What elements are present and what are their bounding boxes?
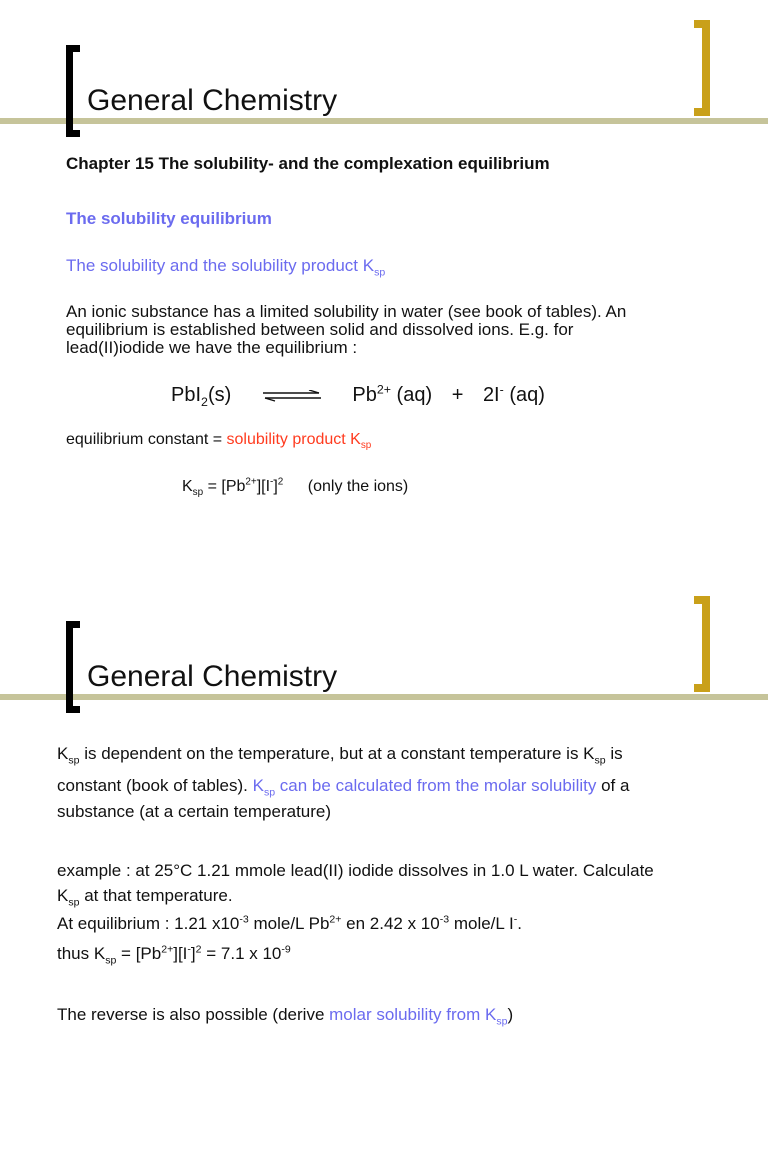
eq-text: At equilibrium : 1.21 x10: [57, 914, 240, 933]
slide-title: General Chemistry: [87, 660, 338, 693]
ksp-sup: -: [270, 476, 274, 488]
section-heading: The solubility equilibrium: [66, 209, 272, 228]
thus-text: ][I: [173, 944, 188, 963]
thus-text: ]: [190, 944, 196, 963]
ksp-K: K: [57, 744, 69, 763]
eq-reactant-state: (s): [207, 384, 232, 406]
thus-text: = 7.1 x 10: [201, 944, 282, 963]
reverse-line: [57, 1005, 514, 1028]
ksp-part: ]: [273, 478, 278, 495]
body-text: ): [507, 1005, 514, 1024]
right-bracket-icon: [694, 596, 710, 692]
equilibrium-arrow-icon: [261, 390, 323, 402]
ksp-sup: 2: [277, 476, 284, 488]
ksp-expression: [182, 476, 409, 499]
eq-product-2: 2I: [482, 384, 500, 406]
body-line-3: substance (at a certain temperature): [57, 802, 332, 821]
eq-sup: -: [513, 913, 518, 926]
ksp-note: (only the ions): [307, 478, 409, 495]
intro-paragraph: [66, 303, 626, 357]
ksp-K: K: [57, 886, 69, 905]
example-line-1: example : at 25°C 1.21 mmole lead(II) iodide dissolves in 1.0 L water. Calculate: [57, 861, 654, 880]
eq-plus: +: [451, 384, 464, 406]
thus-text: = [Pb: [116, 944, 162, 963]
para-line: equilibrium is established between solid and dissolved ions. E.g. for: [66, 320, 574, 339]
body-text: The reverse is also possible (derive: [57, 1005, 330, 1024]
ksp-sub: sp: [105, 954, 117, 967]
thus-sup: -: [187, 943, 191, 956]
ksp-part: ][I: [256, 478, 271, 495]
const-label: equilibrium constant =: [66, 431, 227, 448]
equilibrium-line: [57, 914, 522, 934]
slide-title: General Chemistry: [87, 84, 338, 117]
body-line-1: [57, 744, 623, 767]
title-band: [0, 118, 768, 124]
eq-text: mole/L I: [449, 914, 514, 933]
right-bracket-icon: [694, 20, 710, 116]
body-text: of a: [596, 776, 630, 795]
ksp-sub: sp: [68, 896, 80, 909]
const-red-sub: sp: [360, 440, 372, 452]
subsection-heading: [66, 256, 386, 279]
chapter-heading: Chapter 15 The solubility- and the complexation equilibrium: [66, 154, 550, 173]
left-bracket-icon: [66, 621, 80, 713]
eq-text: mole/L Pb: [248, 914, 330, 933]
body-text: constant (book of tables).: [57, 776, 253, 795]
eq-sup: -3: [239, 913, 249, 926]
example-line-2: [57, 886, 233, 909]
thus-sup: 2: [195, 943, 202, 956]
slide-2: [0, 576, 768, 1152]
ksp-sup: 2+: [245, 476, 257, 488]
eq-product-1-charge: 2+: [376, 382, 391, 397]
eq-product-1: Pb: [352, 384, 377, 406]
eq-text: .: [517, 914, 522, 933]
subsection-sub: sp: [374, 266, 386, 279]
body-line-2: [57, 776, 630, 799]
thus-sup: 2+: [161, 943, 174, 956]
thus-sup: -9: [281, 943, 291, 956]
blue-ksp-sub: sp: [496, 1015, 508, 1028]
eq-text: en 2.42 x 10: [341, 914, 440, 933]
equilibrium-equation: [171, 384, 545, 407]
left-bracket-icon: [66, 45, 80, 137]
body-text: is: [605, 744, 623, 763]
eq-reactant: PbI: [171, 384, 202, 406]
blue-text: molar solubility from K: [329, 1005, 497, 1024]
blue-ksp-K: K: [252, 776, 264, 795]
subsection-text: The solubility and the solubility product K: [66, 256, 375, 275]
eq-sup: -3: [439, 913, 450, 926]
thus-line: [57, 943, 291, 967]
para-line: An ionic substance has a limited solubility in water (see book of tables). An: [66, 302, 627, 321]
title-band: [0, 694, 768, 700]
const-red-text: solubility product K: [226, 431, 361, 448]
body-text: is dependent on the temperature, but at a constant temperature is K: [79, 744, 595, 763]
ksp-part: = [Pb: [203, 478, 246, 495]
equilibrium-constant-line: [66, 431, 372, 452]
blue-ksp-sub: sp: [263, 786, 276, 799]
ksp-sub: sp: [68, 754, 80, 767]
ksp-sub: sp: [192, 487, 204, 499]
eq-product-2-charge: -: [499, 382, 504, 397]
para-line: lead(II)iodide we have the equilibrium :: [66, 338, 358, 357]
body-text: at that temperature.: [79, 886, 233, 905]
eq-sup: 2+: [329, 913, 342, 926]
ksp-K: K: [182, 478, 193, 495]
eq-reactant-sub: 2: [201, 395, 208, 409]
eq-product-2-state: (aq): [503, 384, 545, 406]
blue-text: can be calculated from the molar solubility: [275, 776, 597, 795]
thus-text: thus K: [57, 944, 106, 963]
eq-product-1-state: (aq): [391, 384, 433, 406]
ksp-sub: sp: [594, 754, 606, 767]
